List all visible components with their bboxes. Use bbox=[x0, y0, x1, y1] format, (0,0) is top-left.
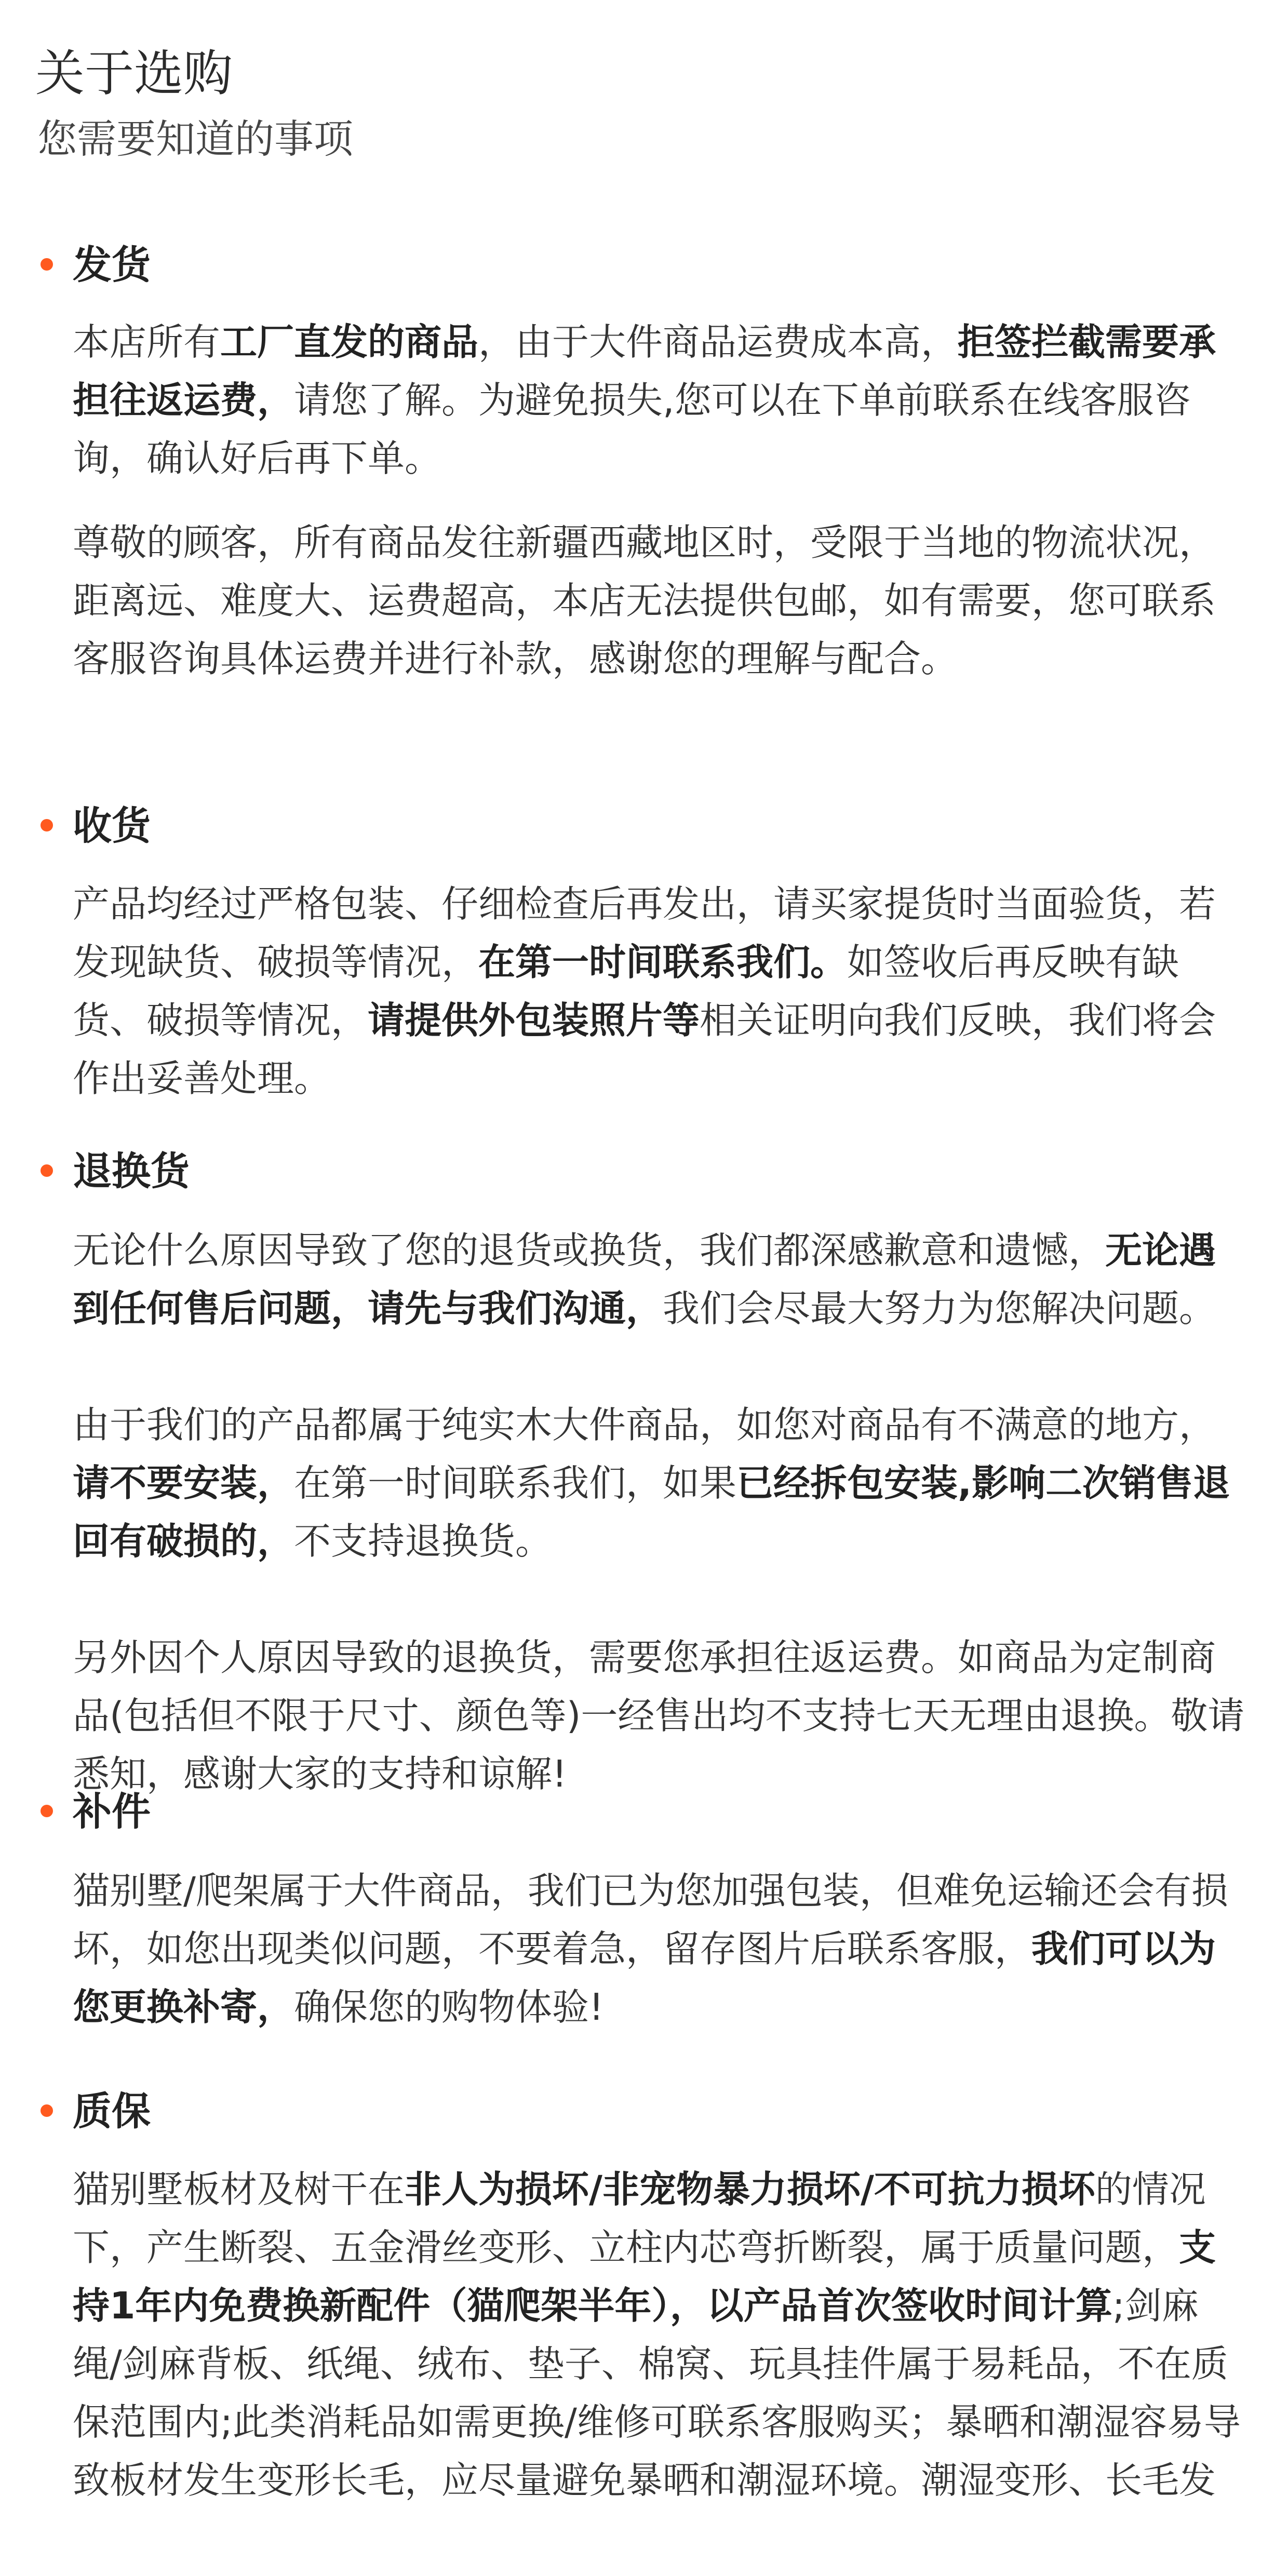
body-text: 确保您的购物体验! bbox=[294, 1985, 604, 2029]
emphasized-text: 拒签拦截需要承担往返运费， bbox=[73, 320, 1216, 422]
emphasized-text: 支持1年内免费换新配件（猫爬架半年），以产品首次签收时间计算 bbox=[73, 2226, 1216, 2327]
paragraph bbox=[73, 2161, 1246, 2510]
section-title: 质保 bbox=[73, 2088, 151, 2134]
body-text: 尊敬的顾客，所有商品发往新疆西藏地区时，受限于当地的物流状况，距离远、难度大、运费超高，本店无法提供包邮，如有需要，您可联系客服咨询具体运费并进行补款，感谢您的理解与配合。 bbox=[73, 521, 1216, 680]
body-text: 请您了解。为避免损失,您可以在下单前联系在线客服咨询，确认好后再下单。 bbox=[73, 379, 1191, 480]
body-text: 在第一时间联系我们，如果 bbox=[294, 1461, 737, 1505]
paragraph bbox=[73, 313, 1246, 488]
paragraph bbox=[73, 875, 1246, 1108]
body-text: 由于我们的产品都属于纯实木大件商品，如您对商品有不满意的地方， bbox=[73, 1403, 1216, 1446]
body-text: ;剑麻绳/剑麻背板、纸绳、绒布、垫子、棉窝、玩具挂件属于易耗品，不在质保范围内;此类消耗品如需更换/维修可联系客服购买；暴晒和潮湿容易导致板材发生变形长毛，应尽量避免暴晒和潮湿环境。潮湿变形、长毛发 bbox=[73, 2284, 1241, 2502]
emphasized-text: 工厂直发的商品 bbox=[220, 320, 479, 364]
section-header bbox=[0, 1143, 1288, 1200]
body-text: 猫别墅板材及树干在 bbox=[73, 2168, 405, 2211]
section-title: 退换货 bbox=[73, 1148, 190, 1194]
body-text: 不支持退换货。 bbox=[294, 1520, 553, 1563]
body-text: 相关证明向我们反映，我们将会作出妥善处理。 bbox=[73, 999, 1216, 1100]
section-header bbox=[0, 2083, 1288, 2140]
body-text: 无论什么原因导致了您的退货或换货，我们都深感歉意和遗憾， bbox=[73, 1229, 1106, 1272]
paragraph bbox=[73, 1222, 1246, 1338]
paragraph bbox=[73, 1396, 1246, 1571]
orange-bullet-icon bbox=[41, 2104, 53, 2117]
paragraph bbox=[73, 1629, 1246, 1803]
emphasized-text: 在第一时间联系我们。 bbox=[478, 941, 848, 984]
emphasized-text: 请不要安装， bbox=[73, 1461, 294, 1505]
page-subtitle: 您需要知道的事项 bbox=[37, 116, 353, 162]
body-text: 猫别墅/爬架属于大件商品，我们已为您加强包装，但难免运输还会有损坏，如您出现类似问题，不要着急，留存图片后联系客服， bbox=[73, 1869, 1228, 1970]
body-text: 另外因个人原因导致的退换货，需要您承担往返运费。如商品为定制商品(包括但不限于尺寸、颜色等)一经售出均不支持七天无理由退换。敬请悉知，感谢大家的支持和谅解! bbox=[73, 1636, 1245, 1795]
emphasized-text: 非人为损坏/非宠物暴力损坏/不可抗力损坏 bbox=[405, 2168, 1095, 2211]
emphasized-text: 请提供外包装照片等 bbox=[368, 999, 700, 1042]
emphasized-text: 已经拆包安装,影响二次销售退回有破损的， bbox=[73, 1461, 1230, 1563]
section-title: 收货 bbox=[73, 803, 151, 849]
orange-bullet-icon bbox=[41, 819, 53, 831]
section-header bbox=[0, 236, 1288, 293]
emphasized-text: 我们可以为您更换补寄， bbox=[73, 1927, 1216, 2029]
section-header bbox=[0, 797, 1288, 854]
page-title: 关于选购 bbox=[35, 45, 233, 102]
section-header bbox=[0, 1783, 1288, 1840]
body-text: 产品均经过严格包装、仔细检查后再发出，请买家提货时当面验货，若发现缺货、破损等情况， bbox=[73, 882, 1216, 984]
orange-bullet-icon bbox=[41, 1805, 53, 1817]
body-text: ，由于大件商品运费成本高， bbox=[478, 320, 958, 364]
paragraph bbox=[73, 514, 1246, 688]
body-text: 的情况下，产生断裂、五金滑丝变形、立柱内芯弯折断裂，属于质量问题， bbox=[73, 2168, 1206, 2269]
section-title: 发货 bbox=[73, 242, 151, 288]
body-text: 本店所有 bbox=[73, 320, 221, 364]
emphasized-text: 无论遇到任何售后问题，请先与我们沟通， bbox=[73, 1229, 1216, 1330]
body-text: 我们会尽最大努力为您解决问题。 bbox=[663, 1287, 1216, 1330]
orange-bullet-icon bbox=[41, 258, 53, 271]
paragraph bbox=[73, 1862, 1246, 2036]
body-text: 如签收后再反映有缺货、破损等情况， bbox=[73, 941, 1179, 1042]
orange-bullet-icon bbox=[41, 1164, 53, 1177]
section-title: 补件 bbox=[73, 1789, 151, 1834]
